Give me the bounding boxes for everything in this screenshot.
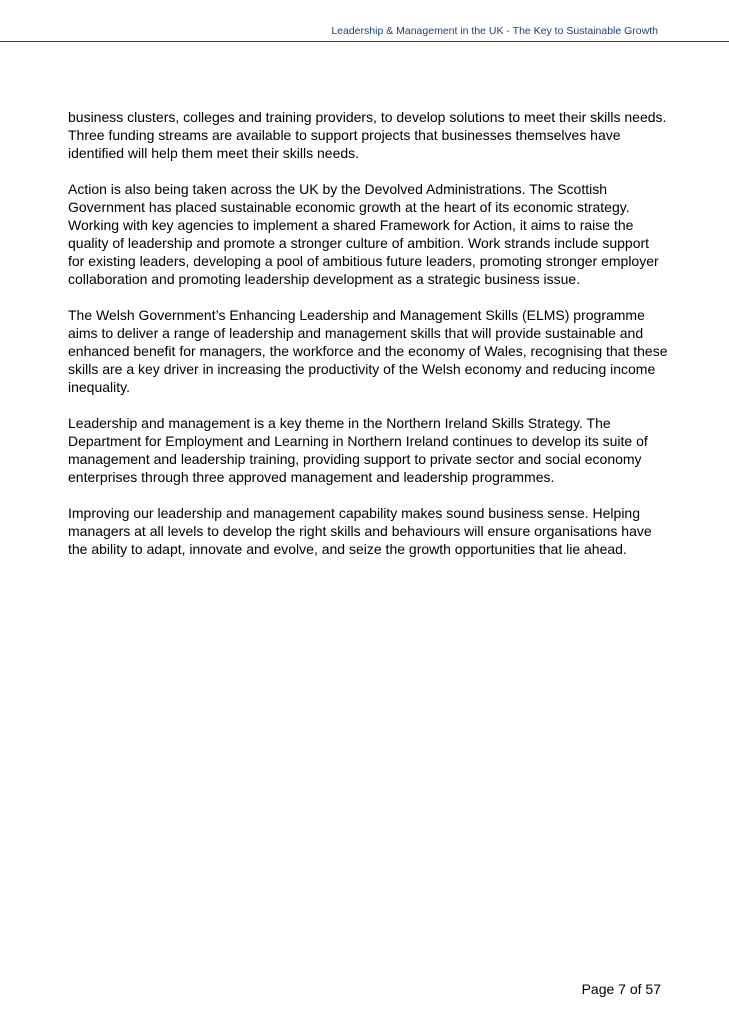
page-header bbox=[0, 0, 729, 44]
paragraph-skills-funding: business clusters, colleges and training providers, to develop solutions to meet their skills needs. Three funding streams are available to support projects that businesses themselves have identified will help them meet their skills needs. bbox=[68, 109, 667, 161]
paragraph-scottish-government: Action is also being taken across the UK by the Devolved Administrations. The Scottish Government has placed sustainable economic growth at the heart of its economic strategy. Working with key agencies to implement a shared Framework for Action, it aims to raise the quality of leadership and promote a stronger culture of ambition. Work strands include support for existing leaders, developing a pool of ambitious future leaders, promoting stronger employer collaboration and promoting leadership development as a strategic business issue. bbox=[68, 181, 659, 287]
header-divider bbox=[0, 41, 729, 42]
paragraph-conclusion: Improving our leadership and management capability makes sound business sense. Helping managers at all levels to develop the right skills and behaviours will ensure organisations have the ability to adapt, innovate and evolve, and seize the growth opportunities that lie ahead. bbox=[68, 505, 652, 557]
running-header-title: Leadership & Management in the UK - The Key to Sustainable Growth bbox=[331, 25, 658, 37]
paragraph-northern-ireland: Leadership and management is a key theme in the Northern Ireland Skills Strategy. The Department for Employment and Learning in Northern Ireland continues to develop its suite of management and leadership training, providing support to private sector and social economy enterprises through three approved management and leadership programmes. bbox=[68, 415, 648, 485]
page-number: Page 7 of 57 bbox=[581, 981, 661, 997]
body-text bbox=[68, 108, 668, 576]
page-footer bbox=[0, 975, 729, 1005]
paragraph-welsh-government: The Welsh Government’s Enhancing Leadership and Management Skills (ELMS) programme aims to deliver a range of leadership and management skills that will provide sustainable and enhanced benefit for managers, the workforce and the economy of Wales, recognising that these skills are a key driver in increasing the productivity of the Welsh economy and reducing income inequality. bbox=[68, 307, 668, 395]
